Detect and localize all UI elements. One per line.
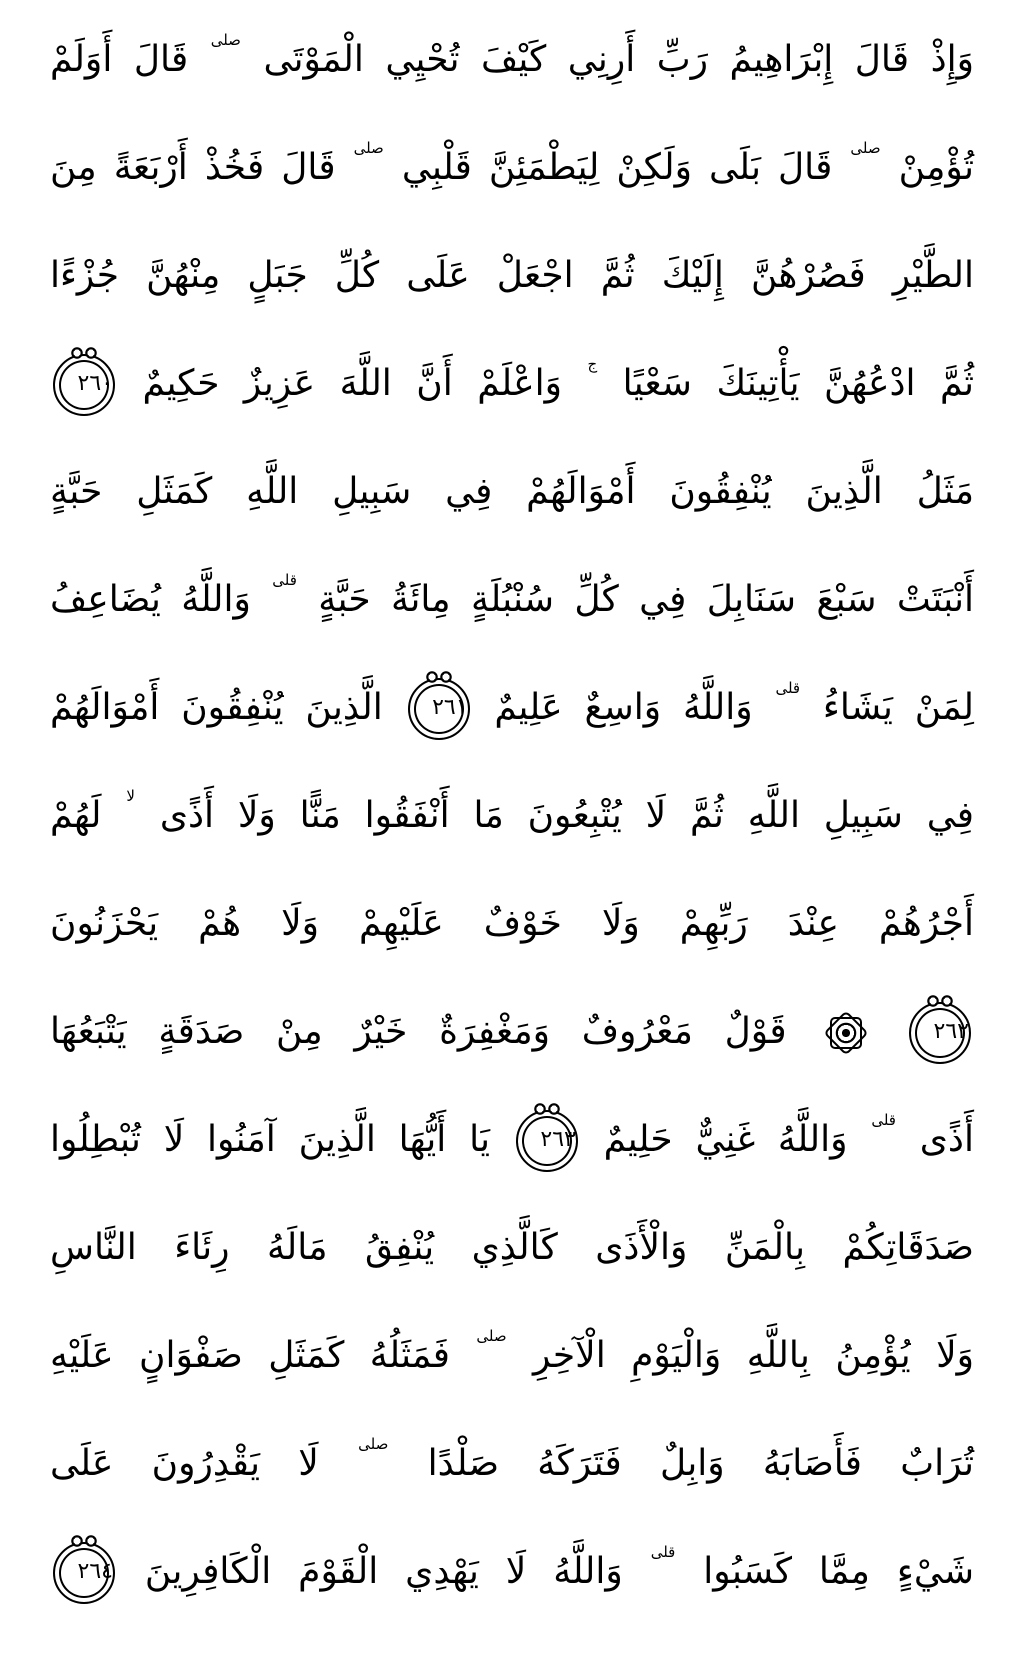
ayah-end-marker <box>53 354 115 416</box>
waqf-pause-mark: صلى <box>210 31 241 49</box>
quran-line <box>50 1194 974 1302</box>
quran-line <box>50 222 974 330</box>
verse-text: قَالَ فَخُذْ أَرْبَعَةً مِنَ <box>50 147 336 188</box>
verse-text: تُرَابٌ فَأَصَابَهُ وَابِلٌ فَتَرَكَهُ صَلْدًا <box>427 1443 974 1484</box>
verse-text: يَا أَيُّهَا الَّذِينَ آمَنُوا لَا تُبْطِلُوا <box>50 1119 491 1160</box>
quran-line <box>50 1086 974 1194</box>
verse-text: أَنْبَتَتْ سَبْعَ سَنَابِلَ فِي كُلِّ سُنْبُلَةٍ مِائَةُ حَبَّةٍ <box>318 579 974 620</box>
ayah-number: ٢٦٤ <box>77 1559 113 1584</box>
ayah-end-marker <box>408 678 470 740</box>
waqf-pause-mark: قلى <box>650 1543 676 1561</box>
quran-line <box>50 978 974 1086</box>
verse-text: قَالَ بَلَى وَلَكِنْ لِيَطْمَئِنَّ قَلْبِي <box>401 147 833 188</box>
verse-text: أَجْرُهُمْ عِنْدَ رَبِّهِمْ وَلَا خَوْفٌ عَلَيْهِمْ وَلَا هُمْ يَحْزَنُونَ <box>50 903 974 944</box>
quran-line <box>50 438 974 546</box>
verse-text: فِي سَبِيلِ اللَّهِ ثُمَّ لَا يُتْبِعُونَ مَا أَنْفَقُوا مَنًّا وَلَا أَذًى <box>159 795 975 836</box>
quran-line <box>50 1302 974 1410</box>
rub-el-hizb-icon <box>822 1009 870 1057</box>
verse-text: مَثَلُ الَّذِينَ يُنْفِقُونَ أَمْوَالَهُمْ فِي سَبِيلِ اللَّهِ كَمَثَلِ حَبَّةٍ <box>50 471 974 512</box>
verse-text: لَا يَقْدِرُونَ عَلَى <box>50 1443 319 1484</box>
quran-line <box>50 1518 974 1626</box>
waqf-pause-mark: قلى <box>871 1111 896 1129</box>
verse-text: قَوْلٌ مَعْرُوفٌ وَمَغْفِرَةٌ خَيْرٌ مِنْ صَدَقَةٍ يَتْبَعُهَا <box>50 1011 787 1052</box>
waqf-pause-mark: صلى <box>358 1435 389 1453</box>
verse-text: وَاللَّهُ غَنِيٌّ حَلِيمٌ <box>603 1119 848 1160</box>
verse-text: الطَّيْرِ فَصُرْهُنَّ إِلَيْكَ ثُمَّ اجْعَلْ عَلَى كُلِّ جَبَلٍ مِنْهُنَّ جُزْءًا <box>50 255 974 296</box>
verse-text: وَاعْلَمْ أَنَّ اللَّهَ عَزِيزٌ حَكِيمٌ <box>142 363 562 404</box>
verse-text: وَلَا يُؤْمِنُ بِاللَّهِ وَالْيَوْمِ الْآخِرِ <box>533 1335 974 1376</box>
ayah-end-marker <box>909 1002 971 1064</box>
ayah-number: ٢٦٢ <box>933 1019 969 1044</box>
quran-line <box>50 870 974 978</box>
waqf-pause-mark: صلى <box>476 1327 507 1345</box>
ayah-number: ٢٦٣ <box>540 1127 576 1152</box>
verse-text: فَمَثَلُهُ كَمَثَلِ صَفْوَانٍ عَلَيْهِ <box>50 1335 450 1376</box>
quran-line <box>50 6 974 114</box>
verse-text: تُؤْمِنْ <box>898 147 974 188</box>
verse-text: شَيْءٍ مِمَّا كَسَبُوا <box>703 1551 974 1592</box>
quran-line <box>50 762 974 870</box>
verse-text: ثُمَّ ادْعُهُنَّ يَأْتِينَكَ سَعْيًا <box>622 363 974 404</box>
verse-text: وَاللَّهُ لَا يَهْدِي الْقَوْمَ الْكَافِرِينَ <box>144 1551 623 1592</box>
verse-text: لَهُمْ <box>50 795 102 836</box>
verse-text: الَّذِينَ يُنْفِقُونَ أَمْوَالَهُمْ <box>50 687 383 728</box>
quran-text-block <box>50 6 974 1626</box>
quran-line <box>50 654 974 762</box>
verse-text: قَالَ أَوَلَمْ <box>50 39 189 80</box>
verse-text: لِمَنْ يَشَاءُ <box>822 687 974 728</box>
verse-text: صَدَقَاتِكُمْ بِالْمَنِّ وَالْأَذَى كَالَّذِي يُنْفِقُ مَالَهُ رِئَاءَ النَّاسِ <box>50 1227 974 1268</box>
waqf-pause-mark: قلى <box>775 679 801 697</box>
ayah-end-marker <box>516 1110 578 1172</box>
waqf-pause-mark: لا <box>126 787 135 805</box>
verse-text: وَإِذْ قَالَ إِبْرَاهِيمُ رَبِّ أَرِنِي كَيْفَ تُحْيِي الْمَوْتَى <box>263 39 975 80</box>
verse-text: وَاللَّهُ وَاسِعٌ عَلِيمٌ <box>494 687 753 728</box>
quran-line <box>50 1410 974 1518</box>
verse-text: وَاللَّهُ يُضَاعِفُ <box>50 579 251 620</box>
waqf-pause-mark: صلى <box>353 139 384 157</box>
verse-text: أَذًى <box>919 1119 974 1160</box>
waqf-pause-mark: قلى <box>272 571 297 589</box>
quran-line <box>50 114 974 222</box>
ayah-number: ٢٦١ <box>432 695 468 720</box>
ayah-number: ٢٦٠ <box>77 371 113 396</box>
quran-line <box>50 330 974 438</box>
waqf-pause-mark: ج <box>587 355 598 373</box>
quran-line <box>50 546 974 654</box>
ayah-end-marker <box>53 1542 115 1604</box>
waqf-pause-mark: صلى <box>850 139 881 157</box>
